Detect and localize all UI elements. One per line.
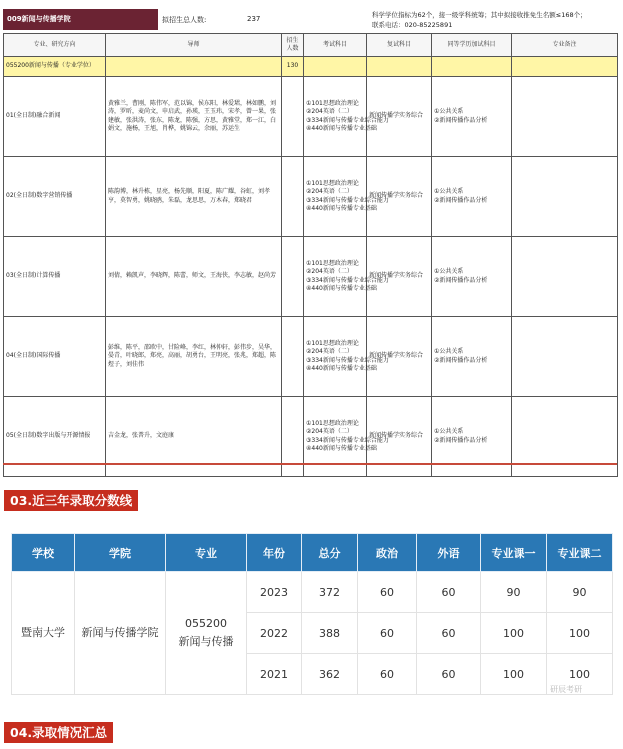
direction-tutors: 刘倩，赖凯声，李晓辉，陈蕾，师文，王海侠，李志敏，赵尚芳 [106,237,282,317]
score-col-header: 专业课二 [547,534,613,572]
retest-subject: 新闻传播学实务综合 [367,77,432,157]
extra-subject: ①公共关系 [434,428,464,435]
direction-tutors: 陈韵博，林升栋，星亮，杨先顺，阳夏，陈广耀，谷虹，刘孝亨，莫智勇，姚晓鸥，朱磊，龙思思，万木春，郑晓君 [106,157,282,237]
politics-cell: 60 [358,572,417,613]
direction-name: 02(全日制)数字营销传播 [4,157,106,237]
extra-subject: ①公共关系 [434,268,464,275]
direction-row [4,237,618,317]
pro2-cell: 90 [547,572,613,613]
year-cell: 2021 [247,654,302,695]
subject: ②204英语（二） [306,428,353,435]
direction-name: 04(全日制)国际传播 [4,317,106,397]
subject: ③334新闻与传播专业综合能力 [306,356,389,364]
pro1-cell: 100 [481,654,547,695]
extra-subject: ②新闻传播作品分析 [434,276,488,284]
exam-subjects [304,77,389,157]
pro2-cell: 100 [547,613,613,654]
major-cell [166,572,247,695]
col-header: 考试科目 [304,34,367,57]
score-table [11,533,613,695]
pro1-cell: 90 [481,572,547,613]
pro1-cell: 100 [481,613,547,654]
catalog-header [0,0,623,32]
retest-subject: 新闻传播学实务综合 [367,237,432,317]
major-code: 055200 [185,617,227,630]
subject: ③334新闻与传播专业综合能力 [306,116,389,124]
subject: ②204英语（二） [306,268,353,275]
extra-subjects [432,317,512,397]
col-header: 专业备注 [512,34,618,57]
subject: ②204英语（二） [306,108,353,115]
extra-subjects [432,157,512,237]
subject: ②204英语（二） [306,348,353,355]
subject: ①101思想政治理论 [306,259,359,267]
department-label: 009新闻与传播学院 [3,9,158,30]
extra-subjects [432,237,512,317]
school-name: 暨南大学 [12,572,75,695]
score-col-header: 专业 [166,534,247,572]
score-col-header: 学院 [75,534,166,572]
politics-cell: 60 [358,613,417,654]
politics-cell: 60 [358,654,417,695]
direction-tutors: 黄雅兰，曹刚，陈伟军，范以锦，侯东阳，林爱珺，林如鹏，刘涛，罗昕，麦尚文，申启武，孙瑛，王玉玮，宋孝，曾一果，张建敏，张洪涛，张东，陈龙，陈强，方思，黄雅堂，郑一江，白娟文，施杨，王旭，肖桦，姚锦云，余丽，苏运生 [106,77,282,157]
direction-tutors: 吉金龙，张普升，文庭康 [106,397,282,477]
quota-value: 237 [247,15,261,23]
score-col-header: 年份 [247,534,302,572]
exam-subjects [304,237,389,317]
extra-subject: ②新闻传播作品分析 [434,356,488,364]
catalog-header-row [4,34,618,57]
direction-row [4,317,618,397]
score-col-header: 专业课一 [481,534,547,572]
year-cell: 2023 [247,572,302,613]
foreign-cell: 60 [417,654,481,695]
retest-subject: 新闻传播学实务综合 [367,317,432,397]
score-col-header: 学校 [12,534,75,572]
col-header: 导师 [106,34,282,57]
note-line: 科学学位指标为62个，接一级学科统筹；其中拟接收推免生名额≤168个； [372,11,587,19]
enrollment-note [372,10,620,30]
direction-name: 05(全日制)数字出版与开源情报 [4,397,106,477]
section-divider [3,463,617,465]
col-header: 专业、研究方向 [4,34,106,57]
catalog-table [3,33,618,477]
subject: ③334新闻与传播专业综合能力 [306,436,389,444]
score-col-header: 政治 [358,534,417,572]
note-line: 联系电话：020-85225891 [372,21,453,29]
col-header: 招生人数 [282,34,304,57]
direction-name: 03(全日制)计算传播 [4,237,106,317]
quota-label: 拟招生总人数: [162,16,207,24]
subject: ②204英语（二） [306,188,353,195]
major-name: 新闻与传播 [178,635,234,648]
direction-name: 01(全日制)融合新闻 [4,77,106,157]
major-row [4,57,618,77]
section-title-summary: 04.录取情况汇总 [4,722,113,743]
col-header: 复试科目 [367,34,432,57]
score-header-row [12,534,613,572]
subject: ③334新闻与传播专业综合能力 [306,196,389,204]
year-cell: 2022 [247,613,302,654]
subject: ④440新闻与传播专业基础 [306,445,377,452]
subject: ①101思想政治理论 [306,339,359,347]
extra-subject: ②新闻传播作品分析 [434,116,488,124]
section-title-scores: 03.近三年录取分数线 [4,490,138,511]
score-col-header: 总分 [302,534,358,572]
extra-subject: ①公共关系 [434,348,464,355]
direction-row [4,157,618,237]
total-cell: 388 [302,613,358,654]
direction-tutors: 彭维，陈平，邵欧中，甘险峰，李红，林仲轩，彭伟步，吴华，晏青，叶晓郎，郑亮，高丽，胡勇台，王明亮，张兆，郑超，陈煜子，刘佳伟 [106,317,282,397]
score-row [12,572,613,613]
subject: ④440新闻与传播专业基础 [306,285,377,292]
foreign-cell: 60 [417,572,481,613]
exam-subjects [304,157,389,237]
extra-subject: ①公共关系 [434,108,464,115]
total-cell: 372 [302,572,358,613]
extra-subject: ①公共关系 [434,188,464,195]
subject: ①101思想政治理论 [306,99,359,107]
major-count: 130 [282,57,304,77]
subject: ④440新闻与传播专业基础 [306,205,377,212]
foreign-cell: 60 [417,613,481,654]
watermark: 研辰考研 [550,685,582,694]
subject: ④440新闻与传播专业基础 [306,125,377,132]
total-cell: 362 [302,654,358,695]
retest-subject: 新闻传播学实务综合 [367,397,432,477]
pro2-cell: 100 [547,654,613,695]
subject: ①101思想政治理论 [306,419,359,427]
score-col-header: 外语 [417,534,481,572]
subject: ④440新闻与传播专业基础 [306,365,377,372]
extra-subject: ②新闻传播作品分析 [434,436,488,444]
extra-subject: ②新闻传播作品分析 [434,196,488,204]
col-header: 同等学历加试科目 [432,34,512,57]
exam-subjects [304,317,389,397]
subject: ①101思想政治理论 [306,179,359,187]
extra-subjects [432,77,512,157]
subject: ③334新闻与传播专业综合能力 [306,276,389,284]
major-name: 055200新闻与传播（专业学位） [4,57,106,77]
college-name: 新闻与传播学院 [75,572,166,695]
direction-row [4,77,618,157]
retest-subject: 新闻传播学实务综合 [367,157,432,237]
